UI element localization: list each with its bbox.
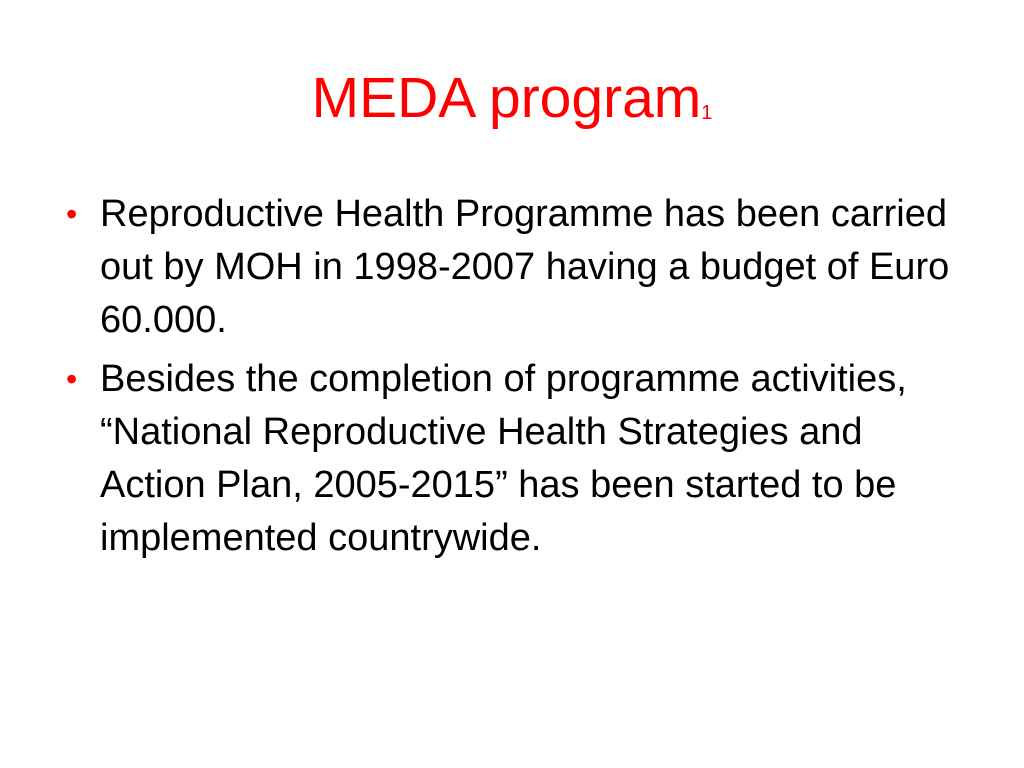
bullet-item (62, 188, 972, 347)
bullet-item (62, 353, 972, 565)
bullet-text: Reproductive Health Programme has been carried out by MOH in 1998-2007 having a budget of Euro 60.000. (100, 193, 950, 341)
bullet-text: Besides the completion of programme activities, “National Reproductive Health Strategies and Action Plan, 2005-2015” has been started to be implemented countrywide. (100, 358, 907, 559)
slide-title-footnote-number: 1 (701, 102, 713, 124)
bullet-dot-icon: • (66, 361, 78, 397)
slide-title-text: MEDA program (311, 66, 702, 130)
slide-title (0, 58, 1024, 151)
bullet-dot-icon: • (66, 196, 78, 232)
bullet-list (62, 188, 972, 571)
